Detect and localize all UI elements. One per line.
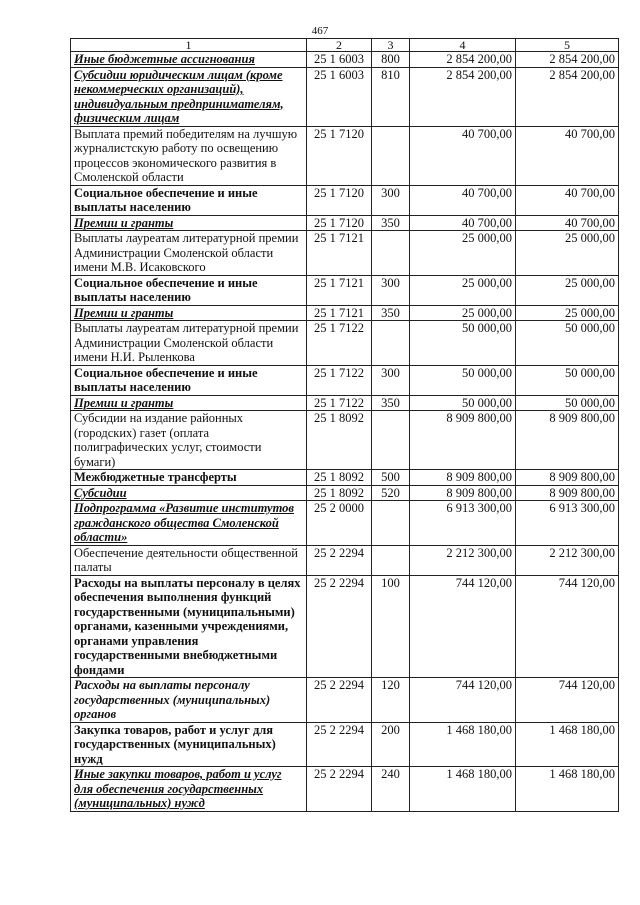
row-value-2: 40 700,00 xyxy=(516,185,619,215)
row-name: Премии и гранты xyxy=(71,215,307,231)
row-code: 25 2 0000 xyxy=(307,501,372,546)
row-value-1: 1 468 180,00 xyxy=(410,767,516,812)
row-value-1: 8 909 800,00 xyxy=(410,485,516,501)
row-value-1: 25 000,00 xyxy=(410,305,516,321)
row-value-1: 40 700,00 xyxy=(410,215,516,231)
table-row xyxy=(71,395,619,411)
row-code: 25 1 6003 xyxy=(307,67,372,126)
row-name: Субсидии на издание районных (городских) газет (оплата полиграфических услуг, стоимости бумаги) xyxy=(71,411,307,470)
table-row xyxy=(71,575,619,678)
table-row xyxy=(71,185,619,215)
row-code: 25 1 6003 xyxy=(307,52,372,68)
row-value-2: 8 909 800,00 xyxy=(516,411,619,470)
row-name: Расходы на выплаты персоналу государственных (муниципальных) органов xyxy=(71,678,307,723)
row-value-2: 744 120,00 xyxy=(516,575,619,678)
table-row xyxy=(71,501,619,546)
row-name: Социальное обеспечение и иные выплаты населению xyxy=(71,365,307,395)
row-type xyxy=(372,411,410,470)
row-value-1: 8 909 800,00 xyxy=(410,470,516,486)
row-value-2: 50 000,00 xyxy=(516,395,619,411)
row-type: 200 xyxy=(372,722,410,767)
table-row xyxy=(71,126,619,185)
row-type: 800 xyxy=(372,52,410,68)
row-value-2: 8 909 800,00 xyxy=(516,470,619,486)
row-code: 25 1 7121 xyxy=(307,305,372,321)
row-type: 520 xyxy=(372,485,410,501)
row-name: Иные бюджетные ассигнования xyxy=(71,52,307,68)
row-value-1: 50 000,00 xyxy=(410,365,516,395)
table-row xyxy=(71,722,619,767)
row-value-2: 1 468 180,00 xyxy=(516,722,619,767)
row-type xyxy=(372,126,410,185)
row-value-1: 25 000,00 xyxy=(410,275,516,305)
table-row xyxy=(71,275,619,305)
row-value-1: 2 854 200,00 xyxy=(410,52,516,68)
row-value-2: 40 700,00 xyxy=(516,126,619,185)
row-value-2: 50 000,00 xyxy=(516,365,619,395)
row-type: 120 xyxy=(372,678,410,723)
table-row xyxy=(71,52,619,68)
table-row xyxy=(71,365,619,395)
row-name: Выплаты лауреатам литературной премии Администрации Смоленской области имени Н.И. Рыленкова xyxy=(71,321,307,366)
row-code: 25 1 7122 xyxy=(307,395,372,411)
row-code: 25 2 2294 xyxy=(307,678,372,723)
row-code: 25 1 8092 xyxy=(307,470,372,486)
row-value-1: 40 700,00 xyxy=(410,126,516,185)
row-value-1: 2 854 200,00 xyxy=(410,67,516,126)
row-type: 810 xyxy=(372,67,410,126)
row-code: 25 2 2294 xyxy=(307,767,372,812)
row-code: 25 1 7120 xyxy=(307,215,372,231)
table-row xyxy=(71,215,619,231)
row-value-1: 25 000,00 xyxy=(410,231,516,276)
row-code: 25 2 2294 xyxy=(307,545,372,575)
table-row xyxy=(71,305,619,321)
row-value-1: 744 120,00 xyxy=(410,575,516,678)
row-name: Иные закупки товаров, работ и услуг для обеспечения государственных (муниципальных) нужд xyxy=(71,767,307,812)
row-type: 240 xyxy=(372,767,410,812)
budget-table xyxy=(70,38,619,812)
row-type: 500 xyxy=(372,470,410,486)
table-row xyxy=(71,411,619,470)
table-row xyxy=(71,470,619,486)
page-number: 467 xyxy=(311,25,329,37)
table-row xyxy=(71,231,619,276)
row-name: Социальное обеспечение и иные выплаты населению xyxy=(71,275,307,305)
row-value-1: 2 212 300,00 xyxy=(410,545,516,575)
header-col-2: 2 xyxy=(307,39,372,52)
row-code: 25 1 7120 xyxy=(307,126,372,185)
row-name: Обеспечение деятельности общественной палаты xyxy=(71,545,307,575)
header-col-1: 1 xyxy=(71,39,307,52)
row-name: Субсидии xyxy=(71,485,307,501)
row-value-2: 25 000,00 xyxy=(516,305,619,321)
header-col-3: 3 xyxy=(372,39,410,52)
header-col-5: 5 xyxy=(516,39,619,52)
row-name: Социальное обеспечение и иные выплаты населению xyxy=(71,185,307,215)
header-col-4: 4 xyxy=(410,39,516,52)
row-type xyxy=(372,231,410,276)
row-type: 350 xyxy=(372,215,410,231)
row-value-1: 6 913 300,00 xyxy=(410,501,516,546)
row-value-1: 50 000,00 xyxy=(410,321,516,366)
row-code: 25 1 7122 xyxy=(307,365,372,395)
row-value-2: 1 468 180,00 xyxy=(516,767,619,812)
row-name: Премии и гранты xyxy=(71,305,307,321)
row-type: 300 xyxy=(372,185,410,215)
row-value-2: 40 700,00 xyxy=(516,215,619,231)
row-name: Выплата премий победителям на лучшую журналистскую работу по освещению процессов экономического развития в Смоленской области xyxy=(71,126,307,185)
row-code: 25 1 7121 xyxy=(307,275,372,305)
row-type: 100 xyxy=(372,575,410,678)
row-code: 25 2 2294 xyxy=(307,575,372,678)
row-value-2: 2 854 200,00 xyxy=(516,67,619,126)
row-value-2: 2 854 200,00 xyxy=(516,52,619,68)
row-value-2: 744 120,00 xyxy=(516,678,619,723)
table-row xyxy=(71,767,619,812)
row-type: 300 xyxy=(372,275,410,305)
row-value-1: 744 120,00 xyxy=(410,678,516,723)
table-row xyxy=(71,678,619,723)
row-value-2: 25 000,00 xyxy=(516,231,619,276)
row-type: 350 xyxy=(372,395,410,411)
row-code: 25 1 8092 xyxy=(307,411,372,470)
table-row xyxy=(71,485,619,501)
row-name: Субсидии юридическим лицам (кроме некоммерческих организаций), индивидуальным предпринимателям, физическим лицам xyxy=(71,67,307,126)
row-code: 25 1 8092 xyxy=(307,485,372,501)
row-value-2: 50 000,00 xyxy=(516,321,619,366)
row-value-1: 40 700,00 xyxy=(410,185,516,215)
row-value-1: 50 000,00 xyxy=(410,395,516,411)
row-name: Межбюджетные трансферты xyxy=(71,470,307,486)
row-value-2: 8 909 800,00 xyxy=(516,485,619,501)
row-value-2: 6 913 300,00 xyxy=(516,501,619,546)
row-code: 25 1 7120 xyxy=(307,185,372,215)
row-type: 350 xyxy=(372,305,410,321)
row-type xyxy=(372,321,410,366)
row-type xyxy=(372,545,410,575)
row-name: Премии и гранты xyxy=(71,395,307,411)
row-value-2: 25 000,00 xyxy=(516,275,619,305)
row-name: Подпрограмма «Развитие институтов гражданского общества Смоленской области» xyxy=(71,501,307,546)
table-row xyxy=(71,545,619,575)
row-name: Расходы на выплаты персоналу в целях обеспечения выполнения функций государственными (муниципальными) органами, казенными учреждениями, органами управления государственными внебюджетными фондами xyxy=(71,575,307,678)
row-value-1: 1 468 180,00 xyxy=(410,722,516,767)
row-name: Закупка товаров, работ и услуг для государственных (муниципальных) нужд xyxy=(71,722,307,767)
table-header-row xyxy=(71,39,619,52)
row-code: 25 1 7122 xyxy=(307,321,372,366)
row-value-2: 2 212 300,00 xyxy=(516,545,619,575)
row-type xyxy=(372,501,410,546)
row-name: Выплаты лауреатам литературной премии Администрации Смоленской области имени М.В. Исаковского xyxy=(71,231,307,276)
row-value-1: 8 909 800,00 xyxy=(410,411,516,470)
table-row xyxy=(71,67,619,126)
table-row xyxy=(71,321,619,366)
row-code: 25 1 7121 xyxy=(307,231,372,276)
row-code: 25 2 2294 xyxy=(307,722,372,767)
row-type: 300 xyxy=(372,365,410,395)
